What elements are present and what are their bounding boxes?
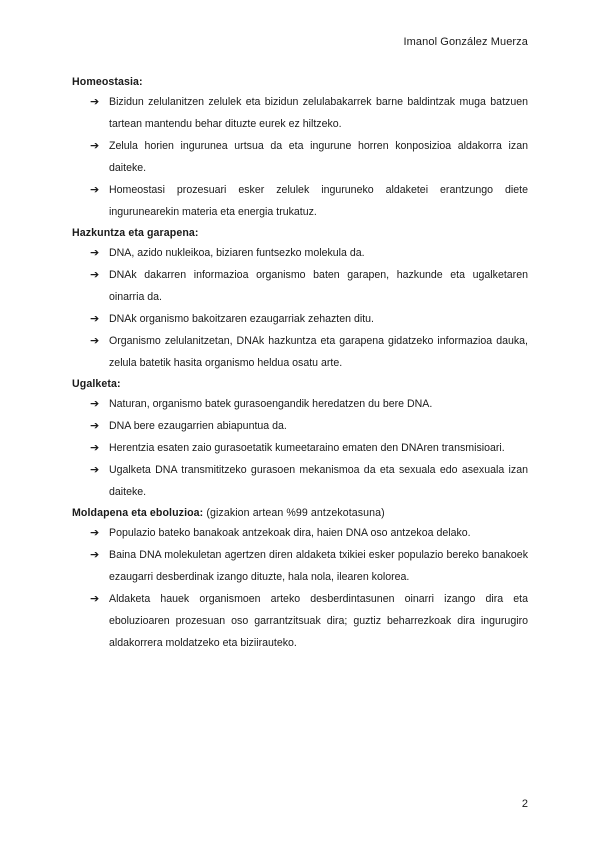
bullet-item bbox=[72, 393, 528, 415]
section-note: (gizakion artean %99 antzekotasuna) bbox=[203, 507, 385, 519]
bullet-text: Organismo zelulanitzetan, DNAk hazkuntza eta garapena gidatzeko informazioa dauka, zelula batetik hasita organismo heldua osatu arte. bbox=[109, 335, 528, 369]
section-title-text: Hazkuntza eta garapena: bbox=[72, 227, 199, 239]
arrow-right-icon: ➔ bbox=[90, 312, 100, 325]
bullet-text: Herentzia esaten zaio gurasoetatik kumeetaraino ematen den DNAren transmisioari. bbox=[109, 442, 505, 454]
arrow-right-icon: ➔ bbox=[90, 95, 100, 108]
bullet-text: DNA, azido nukleikoa, biziaren funtsezko molekula da. bbox=[109, 247, 365, 259]
bullet-text: Baina DNA molekuletan agertzen diren aldaketa txikiei esker populazio bereko banakoek ezaugarri desberdinak izango dituzte, hala nola, ilearen kolorea. bbox=[109, 549, 528, 583]
bullet-item bbox=[72, 522, 528, 544]
bullet-item bbox=[72, 437, 528, 459]
arrow-right-icon: ➔ bbox=[90, 246, 100, 259]
arrow-right-icon: ➔ bbox=[90, 526, 100, 539]
arrow-right-icon: ➔ bbox=[90, 592, 100, 605]
bullet-item bbox=[72, 415, 528, 437]
header-author: Imanol González Muerza bbox=[403, 36, 528, 48]
section-title-text: Homeostasia: bbox=[72, 76, 143, 88]
section-homeostasia bbox=[72, 73, 528, 223]
arrow-right-icon: ➔ bbox=[90, 183, 100, 196]
arrow-right-icon: ➔ bbox=[90, 397, 100, 410]
section-title bbox=[72, 73, 528, 91]
bullet-text: Bizidun zelulanitzen zelulek eta bizidun zelulabakarrek barne baldintzak muga batzuen tartean mantendu behar dituzte eurek ez hiltzeko. bbox=[109, 96, 528, 130]
arrow-right-icon: ➔ bbox=[90, 419, 100, 432]
bullet-text: Aldaketa hauek organismoen arteko desberdintasunen oinarri izango dira eta eboluzioaren prozesuan oso garrantzitsuak dira; guztiz beharrezkoak dira ingurugiro aldakorrera moldatzeko eta biziirauteko. bbox=[109, 593, 528, 649]
bullet-item bbox=[72, 179, 528, 223]
section-title bbox=[72, 224, 528, 242]
bullet-item bbox=[72, 264, 528, 308]
section-title-text: Moldapena eta eboluzioa: bbox=[72, 507, 204, 519]
arrow-right-icon: ➔ bbox=[90, 268, 100, 281]
bullet-item bbox=[72, 91, 528, 135]
bullet-text: DNAk organismo bakoitzaren ezaugarriak zehazten ditu. bbox=[109, 313, 374, 325]
section-title bbox=[72, 375, 528, 393]
bullet-text: Populazio bateko banakoak antzekoak dira, haien DNA oso antzekoa delako. bbox=[109, 527, 471, 539]
section-hazkuntza bbox=[72, 224, 528, 374]
bullet-item bbox=[72, 135, 528, 179]
arrow-right-icon: ➔ bbox=[90, 548, 100, 561]
bullet-item bbox=[72, 544, 528, 588]
bullet-item bbox=[72, 459, 528, 503]
bullet-text: DNAk dakarren informazioa organismo baten garapen, hazkunde eta ugalketaren oinarria da. bbox=[109, 269, 528, 303]
arrow-right-icon: ➔ bbox=[90, 463, 100, 476]
arrow-right-icon: ➔ bbox=[90, 139, 100, 152]
bullet-item bbox=[72, 242, 528, 264]
bullet-text: Homeostasi prozesuari esker zelulek inguruneko aldaketei erantzungo diete ingurunearekin materia eta energia trukatuz. bbox=[109, 184, 528, 218]
bullet-text: DNA bere ezaugarrien abiapuntua da. bbox=[109, 420, 287, 432]
bullet-text: Ugalketa DNA transmititzeko gurasoen mekanismoa da eta sexuala edo asexuala izan daiteke. bbox=[109, 464, 528, 498]
bullet-item bbox=[72, 588, 528, 654]
bullet-item bbox=[72, 308, 528, 330]
section-title-text: Ugalketa: bbox=[72, 378, 121, 390]
document-body bbox=[72, 72, 528, 654]
page-number: 2 bbox=[521, 798, 528, 810]
section-ugalketa bbox=[72, 375, 528, 503]
bullet-item bbox=[72, 330, 528, 374]
arrow-right-icon: ➔ bbox=[90, 334, 100, 347]
bullet-text: Zelula horien ingurunea urtsua da eta ingurune horren konposizioa aldakorra izan daiteke. bbox=[109, 140, 528, 174]
arrow-right-icon: ➔ bbox=[90, 441, 100, 454]
section-title bbox=[72, 504, 528, 522]
bullet-text: Naturan, organismo batek gurasoengandik heredatzen du bere DNA. bbox=[109, 398, 433, 410]
section-moldapena bbox=[72, 504, 528, 654]
